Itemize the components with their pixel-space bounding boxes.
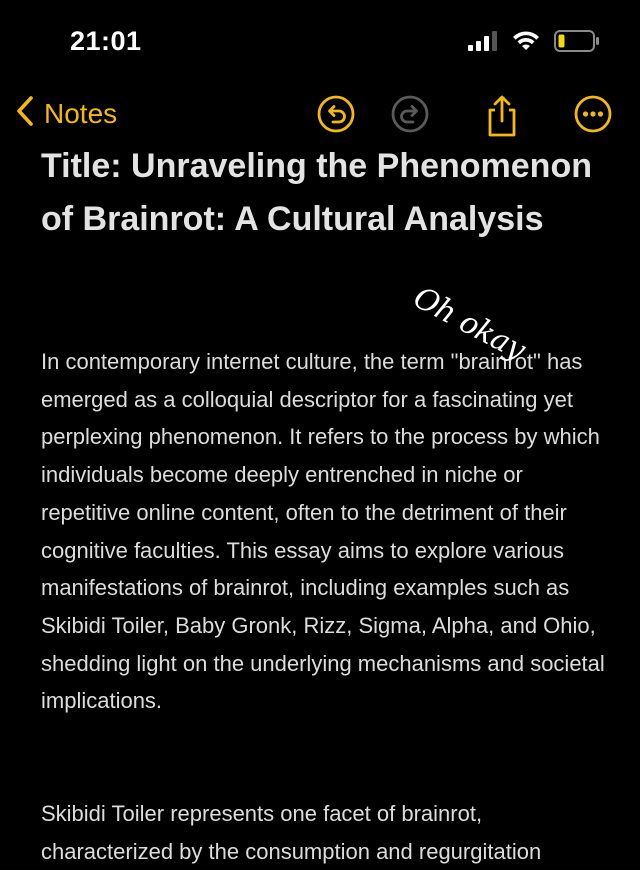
note-paragraph: In contemporary internet culture, the term "brainrot" has emerged as a colloquial descriptor for a fascinating yet perplexing phenomenon. It refers to the process by which individuals become deeply entrenched in niche or repetitive online content, often to the detriment of their cognitive faculties. This essay aims to explore various manifestations of brainrot, including examples such as Skibidi Toiler, Baby Gronk, Rizz, Sigma, Alpha, and Ohio, shedding light on the underlying mechanisms and societal implications. bbox=[41, 349, 605, 714]
back-button[interactable] bbox=[14, 94, 117, 133]
note-paragraph: Skibidi Toiler represents one facet of brainrot, characterized by the consumption and regurgitation bbox=[41, 801, 542, 864]
wifi-icon bbox=[512, 31, 540, 56]
note-title: Title: Unraveling the Phenomenon of Brainrot: A Cultural Analysis bbox=[41, 147, 592, 238]
status-bar bbox=[0, 0, 640, 86]
undo-button[interactable] bbox=[316, 94, 356, 134]
chevron-left-icon bbox=[14, 94, 36, 133]
share-button[interactable] bbox=[482, 94, 522, 134]
more-icon bbox=[573, 94, 613, 134]
redo-button[interactable] bbox=[390, 94, 430, 134]
undo-icon bbox=[316, 94, 356, 134]
battery-low-icon bbox=[554, 30, 600, 57]
overlay-caption: Oh okay bbox=[407, 280, 531, 368]
redo-icon bbox=[390, 94, 430, 134]
cellular-signal-icon bbox=[468, 31, 498, 56]
nav-bar bbox=[0, 88, 640, 142]
status-icons bbox=[468, 30, 600, 57]
status-time: 21:01 bbox=[70, 26, 142, 56]
share-icon bbox=[482, 94, 522, 138]
back-label: Notes bbox=[44, 97, 118, 129]
more-button[interactable] bbox=[573, 94, 613, 134]
